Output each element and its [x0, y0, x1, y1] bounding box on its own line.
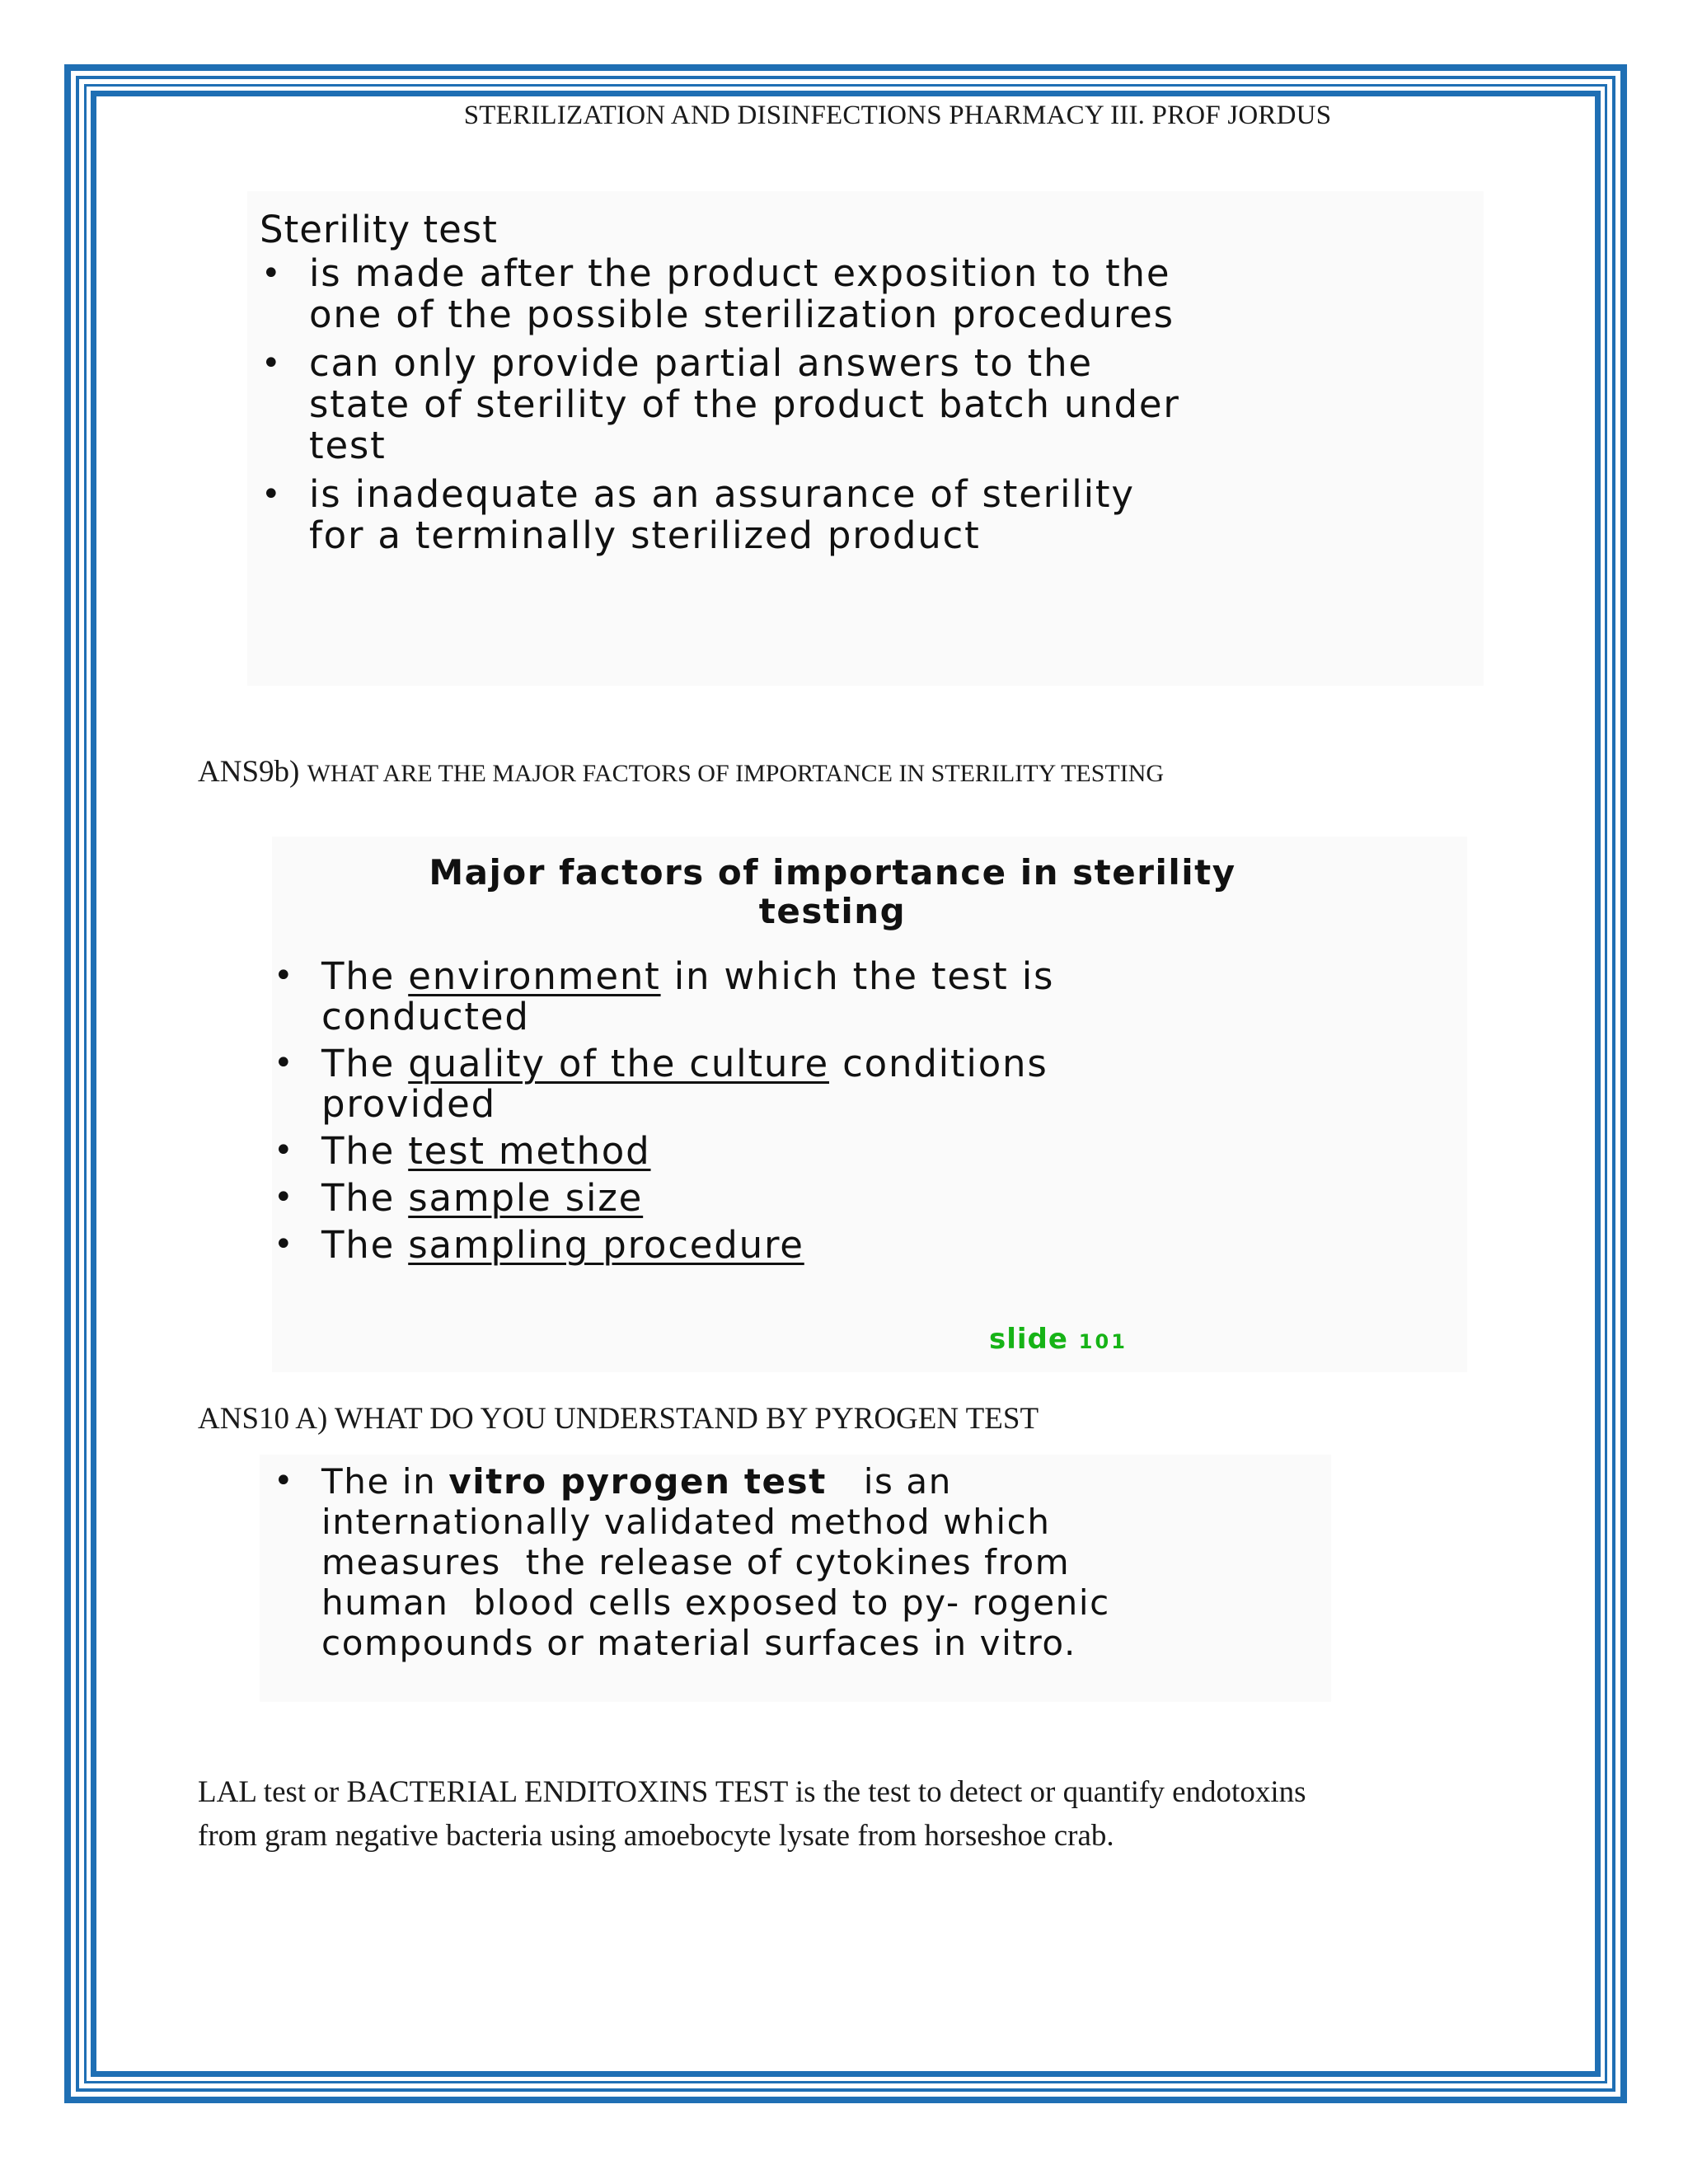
bullet-item — [272, 1461, 1327, 1663]
bullet-item — [272, 1225, 1459, 1265]
slide-image-pyrogen-test — [260, 1455, 1331, 1702]
paragraph-line: from gram negative bacteria using amoebocyte lysate from horseshoe crab. — [198, 1819, 1114, 1853]
slide-number: 101 — [1078, 1330, 1128, 1353]
bullet-line: can only provide partial answers to the — [309, 341, 1093, 385]
bullet-text: in which the test is — [660, 954, 1055, 998]
bullet-text: The — [321, 1223, 409, 1267]
body-paragraph — [198, 1770, 1517, 1858]
slide-image-sterility-test — [247, 191, 1484, 686]
bullet-item — [272, 1178, 1459, 1218]
bullet-text: is an — [826, 1461, 952, 1502]
bullet-item — [260, 474, 1479, 556]
slide-title — [272, 853, 1393, 930]
bullet-text: The — [321, 1129, 409, 1173]
slide-label: slide — [989, 1323, 1068, 1356]
bullet-list — [272, 1461, 1327, 1663]
bullet-text: conditions — [829, 1042, 1048, 1085]
bullet-line: for a terminally sterilized product — [309, 513, 981, 557]
slide-title-line: testing — [758, 891, 907, 931]
question-heading-10a: ANS10 A) WHAT DO YOU UNDERSTAND BY PYROGEN TEST — [198, 1402, 1039, 1436]
slide-number-label — [989, 1323, 1128, 1356]
bullet-line: human blood cells exposed to py- rogenic — [321, 1582, 1110, 1623]
question-prefix: ANS9b) — [198, 755, 300, 789]
bullet-item — [272, 1131, 1459, 1171]
question-text: WHAT ARE THE MAJOR FACTORS OF IMPORTANCE IN STERILITY TESTING — [307, 760, 1165, 787]
bullet-text: The — [321, 1176, 409, 1220]
paragraph-line: LAL test or BACTERIAL ENDITOXINS TEST is the test to detect or quantify endotoxins — [198, 1775, 1306, 1809]
bullet-item — [260, 253, 1479, 335]
bullet-text: provided — [321, 1082, 496, 1126]
bullet-text: conducted — [321, 995, 530, 1038]
underlined-term: test method — [408, 1129, 651, 1173]
underlined-term: quality of the culture — [408, 1042, 830, 1085]
bullet-item — [260, 343, 1479, 466]
bullet-text: The — [321, 954, 409, 998]
bullet-line: measures the release of cytokines from — [321, 1542, 1071, 1582]
bullet-line: one of the possible sterilization procedures — [309, 293, 1175, 336]
bullet-line: test — [309, 424, 387, 467]
bullet-line: is inadequate as an assurance of sterility — [309, 472, 1135, 516]
bullet-line: internationally validated method which — [321, 1502, 1051, 1542]
bullet-item — [272, 956, 1459, 1037]
bullet-text: The in — [321, 1461, 449, 1502]
bullet-text: The — [321, 1042, 409, 1085]
page-header: STERILIZATION AND DISINFECTIONS PHARMACY III. PROF JORDUS — [463, 101, 1332, 130]
underlined-term: sample size — [408, 1176, 644, 1220]
bullet-item — [272, 1043, 1459, 1124]
underlined-term: environment — [408, 954, 661, 998]
slide-title-line: Major factors of importance in sterility — [429, 852, 1236, 893]
bullet-list — [272, 956, 1459, 1272]
underlined-term: sampling procedure — [408, 1223, 804, 1267]
bullet-list — [260, 253, 1479, 564]
slide-title: Sterility test — [260, 208, 498, 251]
bullet-line: state of sterility of the product batch under — [309, 382, 1180, 426]
bullet-line: is made after the product exposition to the — [309, 251, 1171, 295]
question-heading-9b — [198, 754, 1164, 790]
bullet-line: compounds or material surfaces in vitro. — [321, 1623, 1076, 1663]
slide-image-major-factors — [272, 837, 1467, 1372]
bold-term: vitro pyrogen test — [448, 1461, 827, 1502]
